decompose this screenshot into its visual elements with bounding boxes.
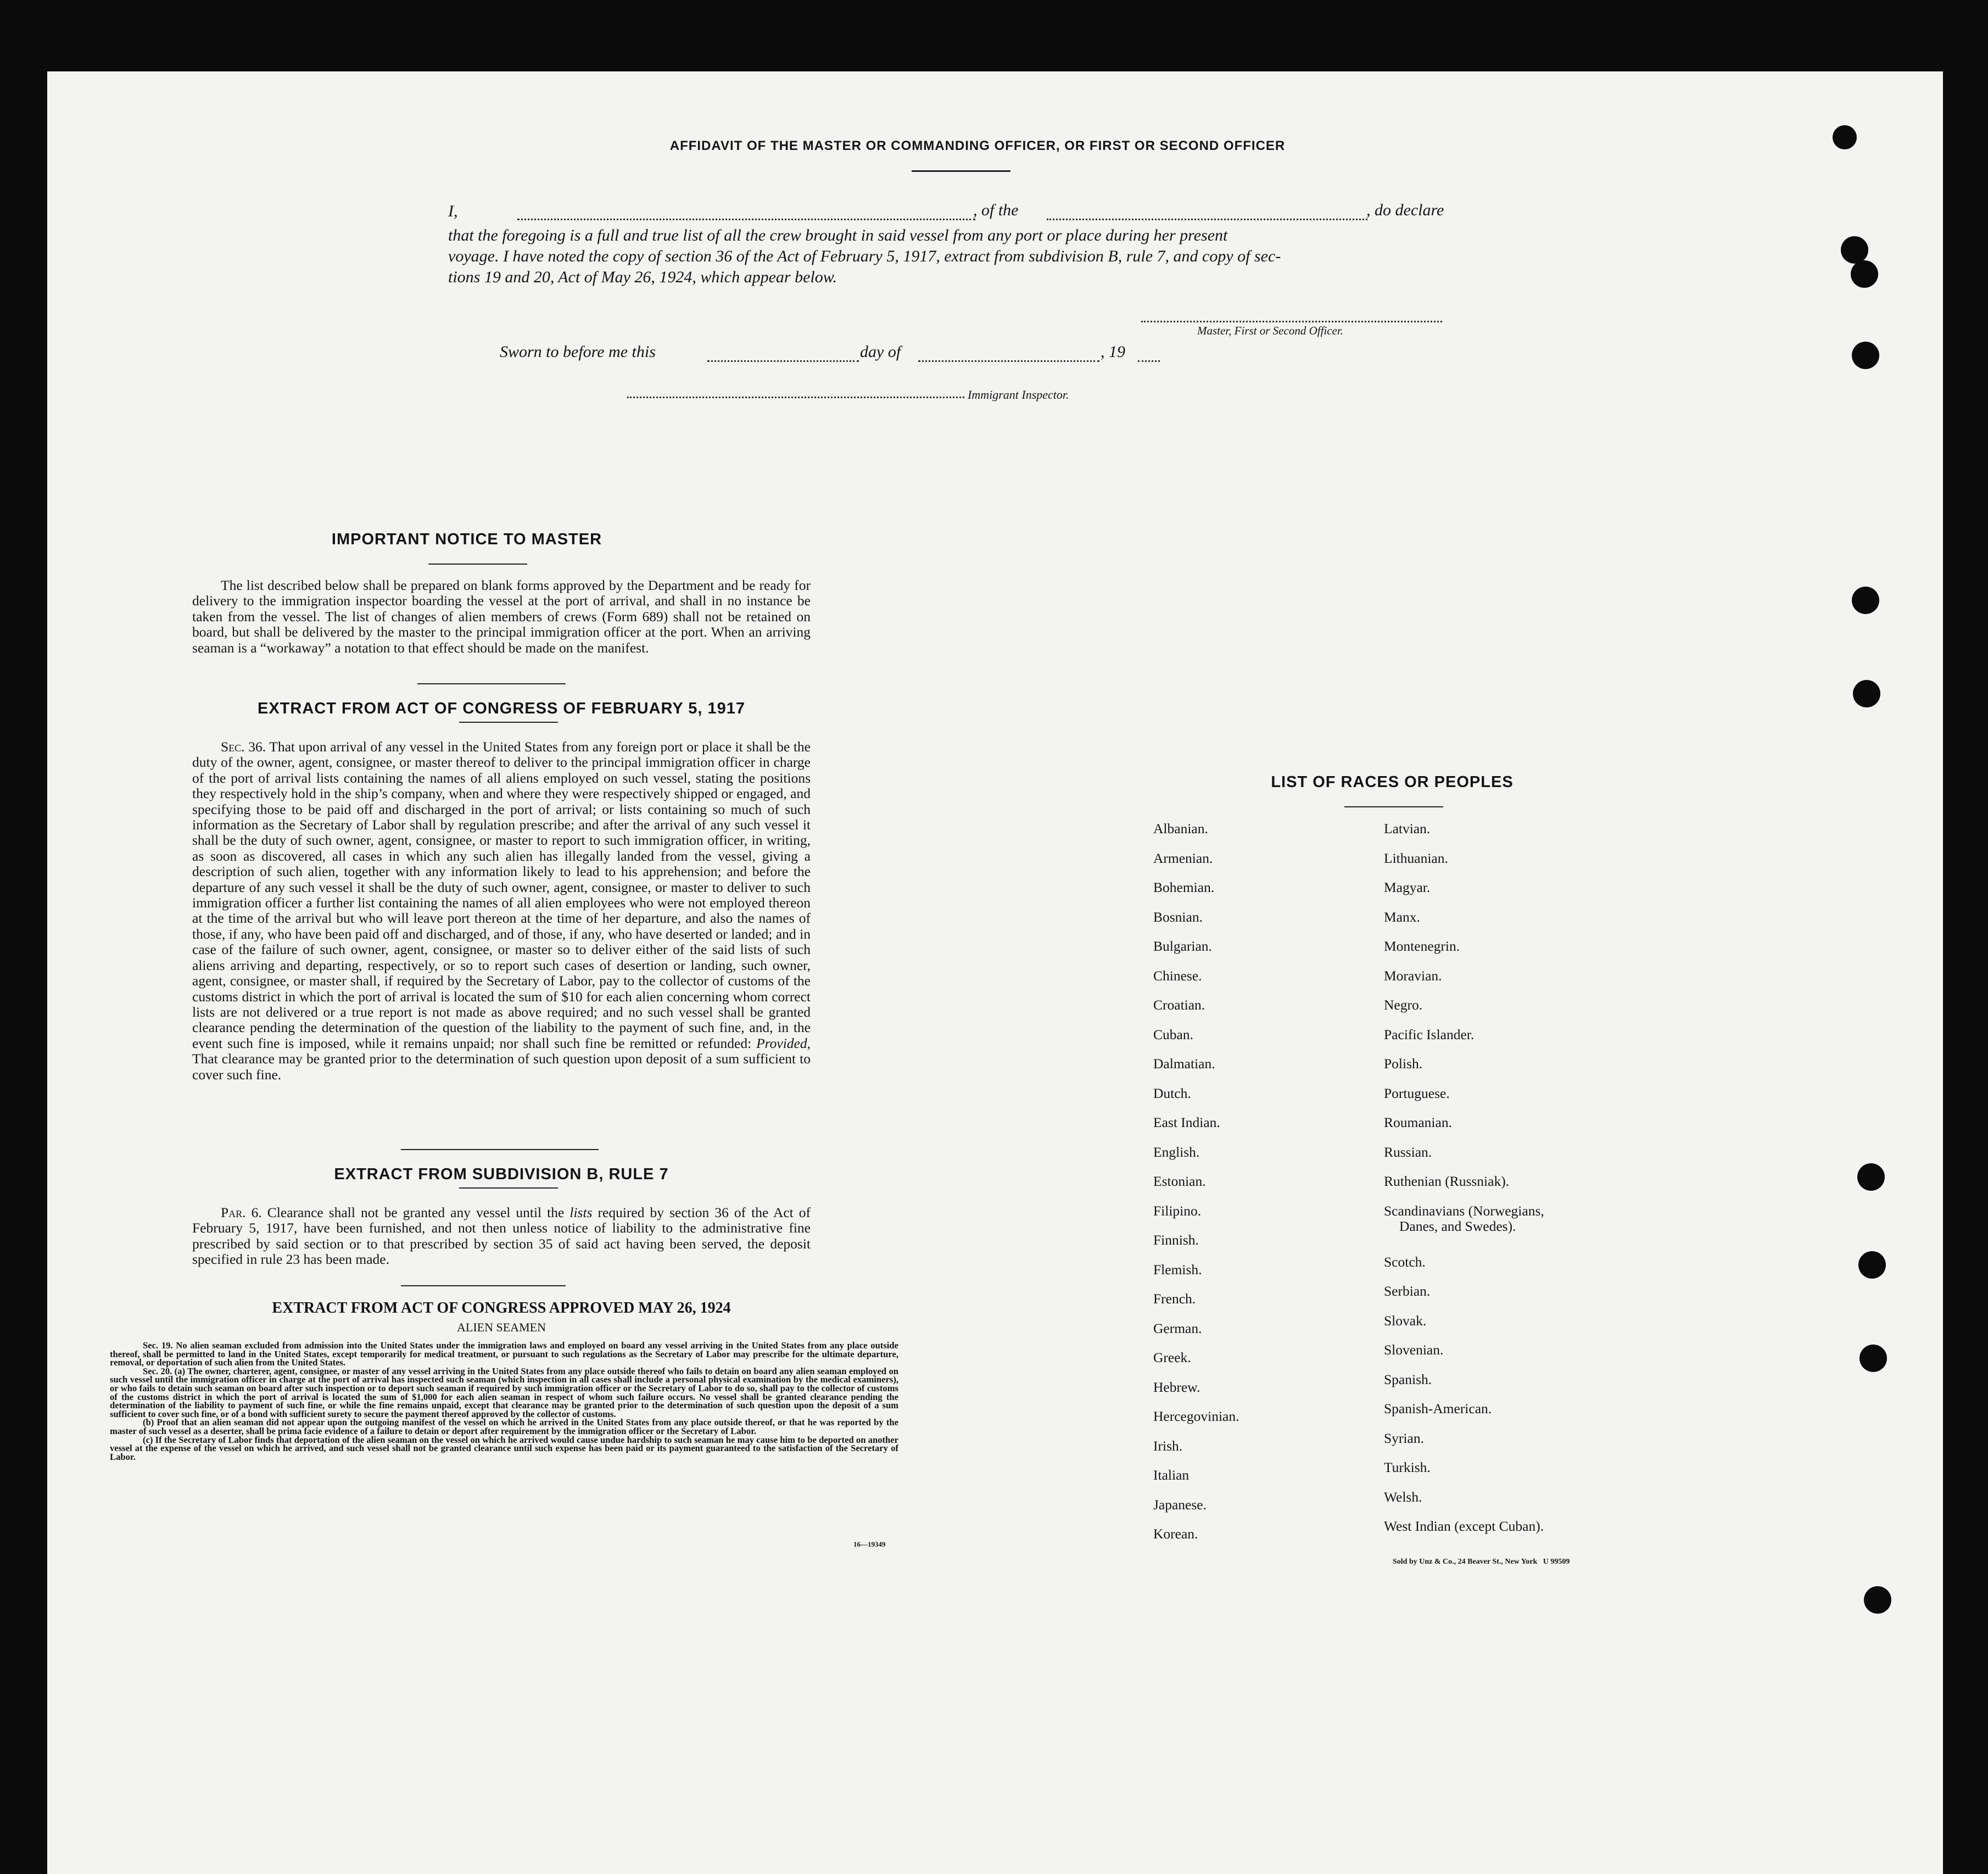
extract-1917-title: EXTRACT FROM ACT OF CONGRESS OF FEBRUARY 5, 1917 (257, 700, 746, 717)
race-item: Turkish. (1384, 1459, 1431, 1475)
vessel-blank[interactable] (1047, 219, 1367, 220)
punch-hole (1859, 1345, 1887, 1372)
punch-hole (1841, 236, 1868, 264)
extract-1924-subtitle: ALIEN SEAMEN (457, 1320, 546, 1334)
punch-hole (1852, 342, 1879, 369)
race-item: Armenian. (1153, 850, 1213, 866)
name-blank[interactable] (517, 219, 975, 220)
race-item: Irish. (1153, 1437, 1183, 1454)
punch-hole (1851, 260, 1878, 288)
sec-20a-text: Sec. 20. (a) The owner, charterer, agent, consignee, or master of any vessel arriving in the United States from any place outside thereof who fails to detain on board any alien seaman employed on such vessel until the immigration officer in charge at the port of arrival has inspected such seaman (which inspection in all cases shall include a personal physical examination by the medical examiners), or who fails to detain such seaman on board after such inspection or to deport such seaman if required by such immigration officer or the Secretary of Labor to do so, shall pay to the collector of customs of the customs district in which the port of arrival is located the sum of $1,000 for each alien seaman in respect of whom such failure occurs. No vessel shall be granted clearance pending the determination of the liability to payment of such fine, or while the fine remains unpaid, except that clearance may be granted prior to the determination of such question upon the deposit of a sum sufficient to cover such fine, or of a bond with sufficient surety to secure the payment thereof approved by the collector of customs. (110, 1365, 898, 1419)
affidavit-title: AFFIDAVIT OF THE MASTER OR COMMANDING OFFICER, OR FIRST OR SECOND OFFICER (669, 138, 1286, 153)
races-underline (1344, 806, 1443, 807)
race-item: Ruthenian (Russniak). (1384, 1173, 1510, 1189)
divider (401, 1285, 566, 1286)
race-item: Chinese. (1153, 967, 1202, 984)
race-item: Filipino. (1153, 1202, 1202, 1219)
sec-36-label: Sec. 36. (221, 739, 266, 755)
race-item: Syrian. (1384, 1430, 1424, 1446)
notice-underline (428, 564, 527, 565)
race-item: Lithuanian. (1384, 850, 1448, 866)
race-item: East Indian. (1153, 1114, 1220, 1130)
sec-20b-text: (b) Proof that an alien seaman did not appear upon the outgoing manifest of the vessel on which he arrived in the United States from any place outside thereof, or that he was reported by the master of such vessel as a deserter, shall be prima facie evidence of a failure to detain or deport after requirement by the immigration officer or the Secretary of Labor. (110, 1417, 898, 1436)
race-item: Italian (1153, 1467, 1190, 1483)
extract-rule7-text (192, 1205, 811, 1268)
race-item: Moravian. (1384, 967, 1442, 984)
punch-hole (1853, 680, 1880, 707)
race-item: Bosnian. (1153, 908, 1203, 925)
race-item: Dutch. (1153, 1085, 1191, 1101)
races-title: LIST OF RACES OR PEOPLES (1271, 773, 1514, 791)
extract-1924-text (110, 1341, 898, 1461)
race-item: Scandinavians (Norwegians, (1384, 1202, 1544, 1219)
notice-text: The list described below shall be prepared on blank forms approved by the Department and be ready for delivery to the immigration inspector boarding the vessel at the port of arrival, and shall in no instance be taken from the vessel. The list of changes of alien members of crews (Form 689) shall not be retained on board, but shall be delivered by the master to the principal immigration officer at the port. When an arriving seaman is a “workaway” a notation to that effect should be made on the manifest. (192, 577, 811, 656)
race-item: Portuguese. (1384, 1085, 1450, 1101)
race-item: Hebrew. (1153, 1379, 1200, 1395)
race-item: Flemish. (1153, 1261, 1202, 1278)
sec-36-text: That upon arrival of any vessel in the United States from any foreign port or place it shall be the duty of the owner, agent, consignee, or master thereof to deliver to the principal immigration officer in charge of the port of arrival lists containing the names of all aliens employed on such vessel, stating the positions they respectively hold in the ship’s company, when and where they were respectively shipped or engaged, and specifying those to be paid off and discharged in the port of arrival; or lists containing so much of such information as the Secretary of Labor shall by regulation prescribe; and after the arrival of any such vessel it shall be the duty of such owner, agent, consignee, or master to report to such immigration officer, in writing, as soon as discovered, all cases in which any such alien has illegally landed from the vessel, giving a description of such alien, together with any information likely to lead to his apprehension; and before the departure of any such vessel it shall be the duty of such owner, agent, consignee, or master to deliver to such immigration officer a further list containing the names of all alien employees who were not employed thereon at the time of the arrival but who will leave port thereon at the time of her departure, and also the names of those, if any, who have been paid off and discharged, and of those, if any, who have deserted or landed; and in case of the failure of such owner, agent, consignee, or master so to deliver either of the said lists of such aliens arriving and departing, respectively, or so to report such cases of desertion or landing, such owner, agent, consignee, or master shall, if required by the Secretary of Labor, pay to the collector of customs of the customs district in which the port of arrival is located the sum of $10 for each alien concerning whom correct lists are not delivered or a true report is not made as above required; and no such vessel shall be granted clearance pending the determination of the question of the liability to the payment of such fine, and, in the event such fine is imposed, while it remains unpaid; nor shall such fine be remitted or refunded: (192, 739, 811, 1051)
race-item: Greek. (1153, 1349, 1191, 1365)
divider (417, 683, 566, 684)
race-item: Finnish. (1153, 1232, 1199, 1248)
extract-1917-text (192, 739, 811, 1083)
day-blank[interactable] (707, 360, 859, 362)
par-6-label: Par. 6. (221, 1204, 262, 1220)
decl-do-declare: , do declare (1366, 201, 1444, 219)
sworn-prefix: Sworn to before me this (500, 343, 656, 361)
notice-title: IMPORTANT NOTICE TO MASTER (331, 531, 602, 548)
race-item: Serbian. (1384, 1283, 1431, 1299)
sec-19-text: Sec. 19. No alien seaman excluded from admission into the United States under the immigration laws and employed on board any vessel arriving in the United States from any place outside thereof, shall be permitted to land in the United States, except temporarily for medical treatment, or pursuant to such regulations as the Secretary of Labor may prescribe for the ultimate departure, removal, or deportation of such alien from the United States. (110, 1340, 898, 1368)
race-item: Japanese. (1153, 1496, 1207, 1513)
race-item: Russian. (1384, 1144, 1432, 1160)
race-item: Croatian. (1153, 997, 1205, 1013)
sec-36-text-end: That clearance may be granted prior to the determination of such question upon deposit of a sum sufficient to cover such fine. (192, 1051, 811, 1083)
sworn-year: , 19 (1101, 343, 1125, 361)
par-6-text-end: required by section 36 of the Act of February 5, 1917, have been furnished, and not then unless notice of liability to the administrative fine prescribed by said section or to that prescribed by section 35 of said act having been served, the deposit specified in rule 23 has been made. (192, 1204, 811, 1268)
declaration-line-3: voyage. I have noted the copy of section 36 of the Act of February 5, 1917, extract from subdivision B, rule 7, and copy of sec- (448, 247, 1281, 265)
race-item: Bohemian. (1153, 879, 1215, 895)
declaration-line-2: that the foregoing is a full and true list of all the crew brought in said vessel from any port or place during her present (448, 226, 1228, 244)
sec-20c-text: (c) If the Secretary of Labor finds that deportation of the alien seaman on the vessel on which he arrived would cause undue hardship to such seaman he may cause him to be deported on another vessel at the expense of the vessel on which he arrived, and such vessel shall not be granted clearance until such expense has been paid or its payment guaranteed to the satisfaction of the Secretary of Labor. (110, 1434, 898, 1462)
provided-word: Provided, (756, 1035, 811, 1051)
extract-1924-title: EXTRACT FROM ACT OF CONGRESS APPROVED MAY 26, 1924 (272, 1299, 731, 1317)
divider (401, 1149, 599, 1150)
extract-rule7-title: EXTRACT FROM SUBDIVISION B, RULE 7 (334, 1165, 669, 1183)
inspector-signature-blank[interactable] (627, 397, 964, 398)
decl-of-the: , of the (973, 201, 1019, 219)
race-item: Welsh. (1384, 1488, 1422, 1505)
race-item: Spanish. (1384, 1371, 1432, 1387)
punch-hole (1857, 1163, 1885, 1191)
extract-1917-underline (459, 722, 558, 723)
race-item: Negro. (1384, 997, 1423, 1013)
race-item: Polish. (1384, 1056, 1423, 1072)
race-item: Slovak. (1384, 1312, 1427, 1329)
extract-rule7-underline (459, 1187, 558, 1189)
inspector-label: Immigrant Inspector. (968, 388, 1069, 401)
punch-hole (1858, 1251, 1886, 1279)
race-item: Albanian. (1153, 821, 1208, 836)
form-number: 16—19349 (853, 1540, 886, 1548)
race-item: West Indian (except Cuban). (1384, 1518, 1544, 1534)
race-item: Korean. (1153, 1526, 1198, 1542)
race-item: Magyar. (1384, 879, 1431, 895)
race-item: Estonian. (1153, 1173, 1206, 1189)
race-item: Pacific Islander. (1384, 1026, 1475, 1042)
punch-hole (1864, 1586, 1891, 1614)
par-6-text: Clearance shall not be granted any vessel until the (267, 1204, 565, 1220)
race-item: Bulgarian. (1153, 938, 1212, 954)
race-item: Manx. (1384, 908, 1420, 925)
decl-i: I, (448, 202, 458, 220)
year-blank[interactable] (1138, 360, 1160, 362)
signature-label: Master, First or Second Officer. (1197, 324, 1343, 337)
title-underline (912, 170, 1010, 172)
race-item: Roumanian. (1384, 1114, 1452, 1130)
race-item: Spanish-American. (1384, 1401, 1492, 1416)
races-right-column (1384, 821, 1658, 1548)
race-item: Cuban. (1153, 1026, 1193, 1042)
declaration-line-4: tions 19 and 20, Act of May 26, 1924, which appear below. (448, 268, 837, 286)
sworn-day-of: day of (860, 343, 901, 361)
race-item: Scotch. (1384, 1253, 1426, 1270)
printer-imprint: Sold by Unz & Co., 24 Beaver St., New York U 99509 (1393, 1558, 1570, 1566)
race-item: German. (1153, 1320, 1202, 1336)
punch-hole (1833, 125, 1857, 149)
month-blank[interactable] (918, 360, 1099, 362)
punch-hole (1852, 587, 1879, 614)
race-item: Hercegovinian. (1153, 1408, 1239, 1424)
race-item: French. (1153, 1291, 1196, 1307)
race-item: Montenegrin. (1384, 938, 1460, 954)
race-item: Danes, and Swedes). (1399, 1218, 1516, 1234)
lists-word: lists (569, 1204, 593, 1220)
race-item: Dalmatian. (1153, 1056, 1215, 1072)
race-item: English. (1153, 1144, 1200, 1160)
race-item: Slovenian. (1384, 1342, 1444, 1358)
officer-signature-blank[interactable] (1141, 321, 1442, 322)
race-item: Latvian. (1384, 821, 1431, 836)
